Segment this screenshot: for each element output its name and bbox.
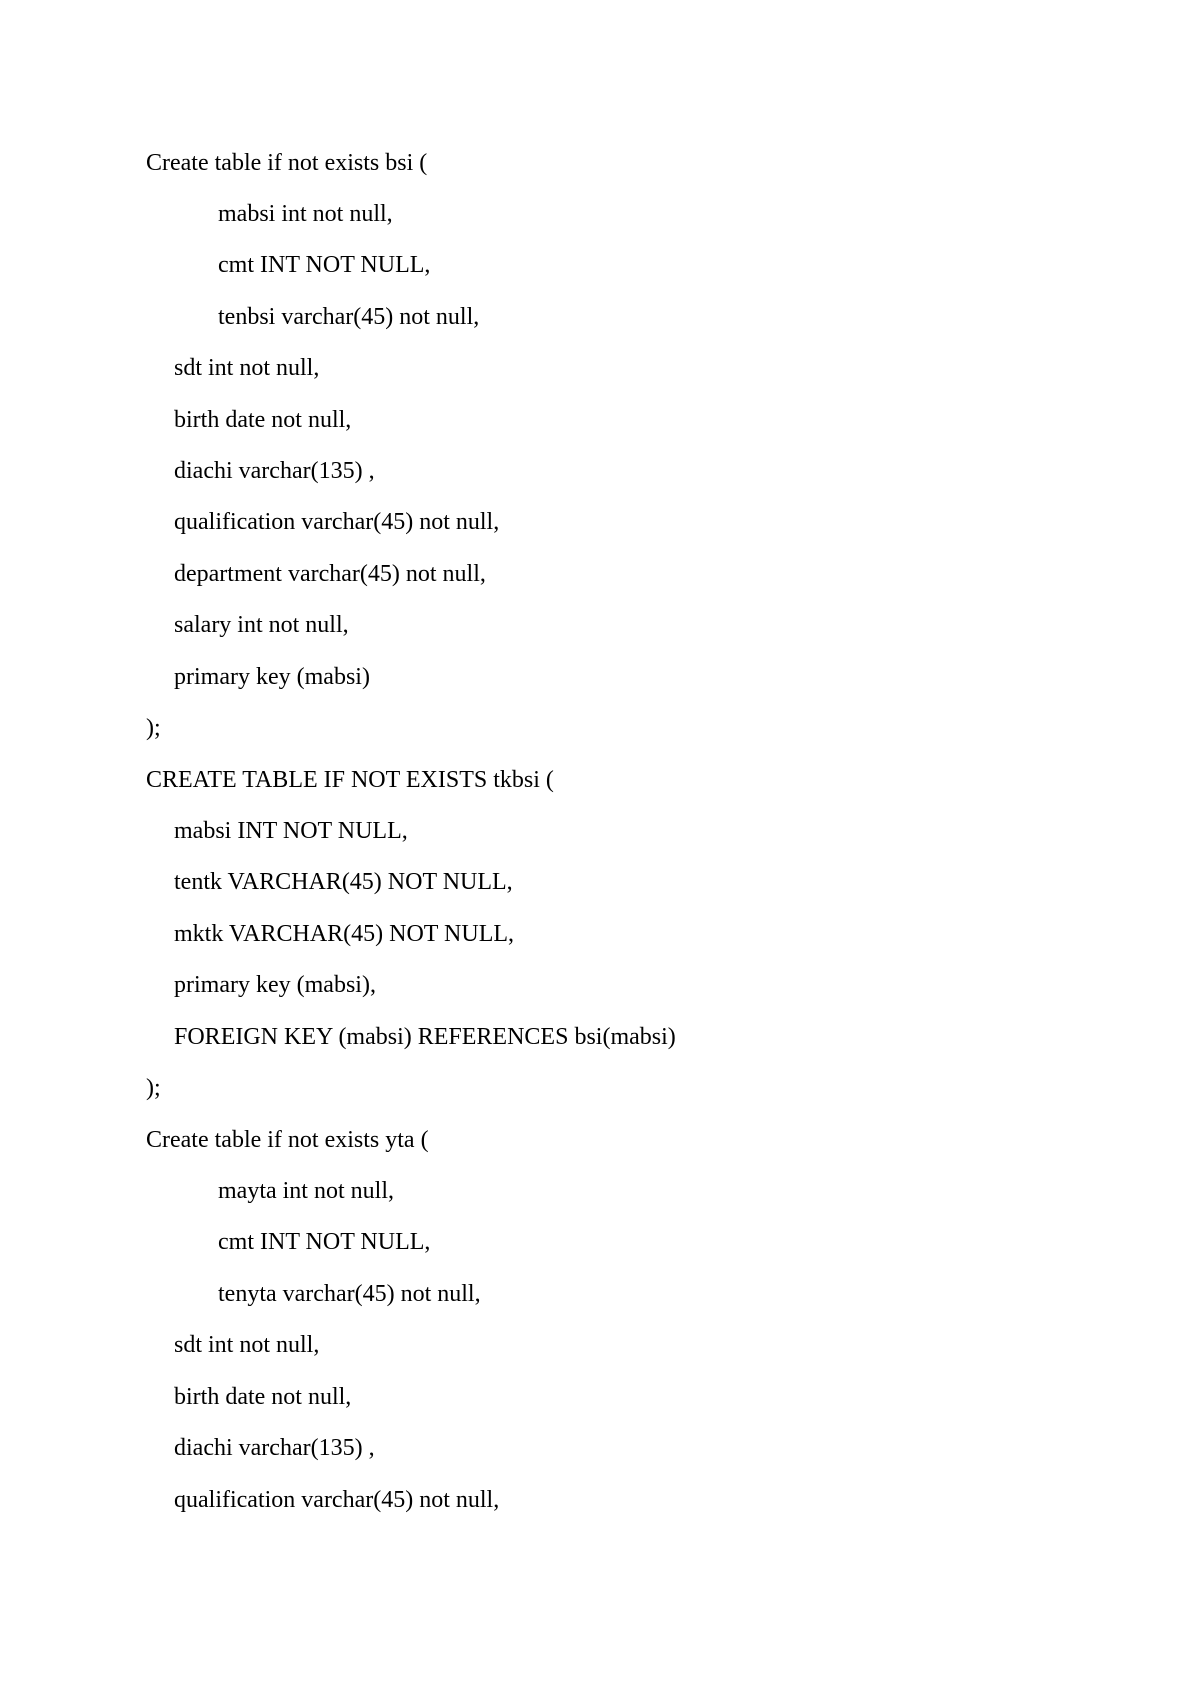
- sql-line: birth date not null,: [174, 1384, 352, 1410]
- sql-line: mabsi INT NOT NULL,: [174, 818, 408, 844]
- sql-line: sdt int not null,: [174, 355, 320, 381]
- sql-line: Create table if not exists bsi (: [146, 150, 428, 176]
- sql-line: department varchar(45) not null,: [174, 561, 486, 587]
- sql-line: primary key (mabsi): [174, 664, 370, 690]
- sql-line: Create table if not exists yta (: [146, 1127, 429, 1153]
- sql-line: FOREIGN KEY (mabsi) REFERENCES bsi(mabsi): [174, 1024, 676, 1050]
- sql-line: mayta int not null,: [218, 1178, 394, 1204]
- sql-line: birth date not null,: [174, 407, 352, 433]
- sql-line: primary key (mabsi),: [174, 972, 376, 998]
- sql-line: sdt int not null,: [174, 1332, 320, 1358]
- sql-line: salary int not null,: [174, 612, 349, 638]
- sql-line: mabsi int not null,: [218, 201, 393, 227]
- sql-line: mktk VARCHAR(45) NOT NULL,: [174, 921, 515, 947]
- sql-line: CREATE TABLE IF NOT EXISTS tkbsi (: [146, 767, 554, 793]
- sql-line: cmt INT NOT NULL,: [218, 252, 431, 278]
- sql-line: diachi varchar(135) ,: [174, 458, 375, 484]
- sql-line: );: [146, 715, 161, 741]
- sql-line: qualification varchar(45) not null,: [174, 1487, 500, 1513]
- sql-line: tenyta varchar(45) not null,: [218, 1281, 481, 1307]
- sql-line: tentk VARCHAR(45) NOT NULL,: [174, 869, 513, 895]
- sql-line: tenbsi varchar(45) not null,: [218, 304, 480, 330]
- sql-line: cmt INT NOT NULL,: [218, 1229, 431, 1255]
- sql-line: qualification varchar(45) not null,: [174, 509, 500, 535]
- sql-line: );: [146, 1075, 161, 1101]
- sql-line: diachi varchar(135) ,: [174, 1435, 375, 1461]
